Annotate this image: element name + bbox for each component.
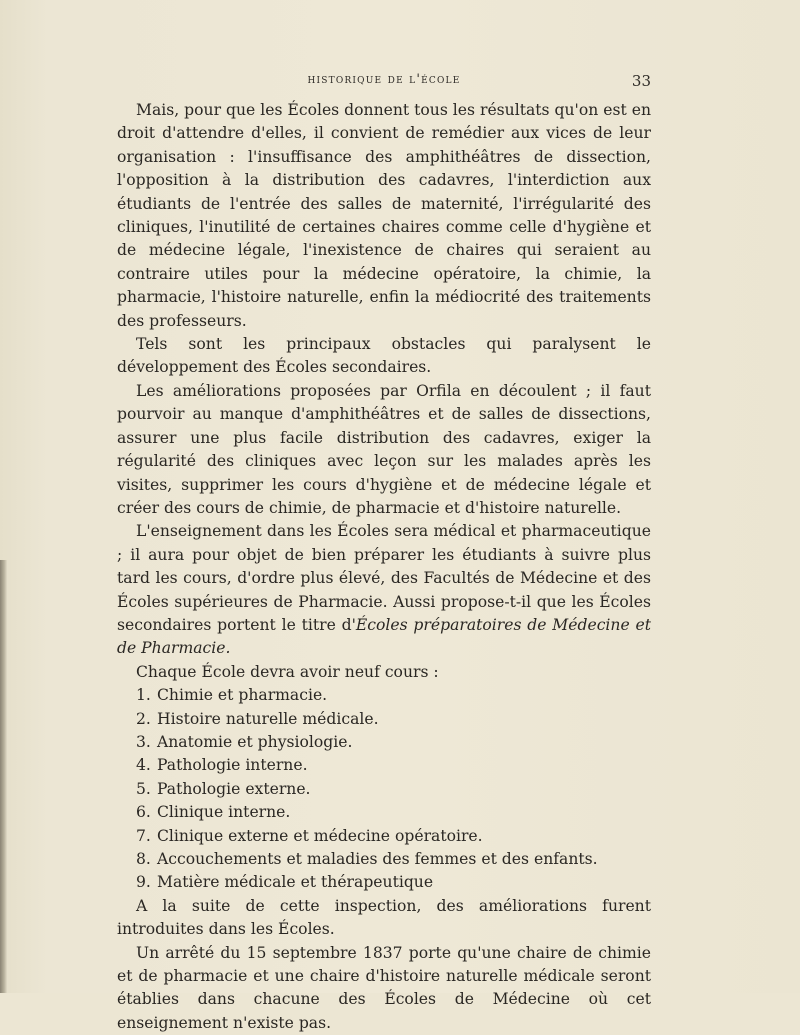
list-item bbox=[117, 848, 651, 871]
page-number: 33 bbox=[631, 72, 651, 90]
running-title: historique de l'école bbox=[307, 72, 461, 87]
list-item-label: Anatomie et physiologie. bbox=[157, 732, 353, 751]
list-item-number: 4. bbox=[136, 756, 151, 775]
paragraph-7: Un arrêté du 15 septembre 1837 porte qu'une chaire de chimie et de pharmacie et une chaire d'histoire naturelle médicale seront établies dans chacune des Écoles de Médecine où cet enseignement n'existe pas. bbox=[117, 943, 651, 1032]
binding-shadow bbox=[0, 560, 7, 993]
list-item-label: Chimie et pharmacie. bbox=[157, 686, 328, 705]
list-item-number: 9. bbox=[136, 873, 151, 892]
list-item-label: Histoire naturelle médicale. bbox=[157, 709, 379, 728]
list-item-number: 2. bbox=[136, 709, 151, 728]
list-item-number: 8. bbox=[136, 850, 151, 868]
list-item bbox=[117, 801, 651, 824]
list-item-number: 1. bbox=[136, 686, 151, 705]
list-item bbox=[117, 684, 651, 707]
list-item bbox=[117, 778, 651, 801]
list-item bbox=[117, 731, 651, 754]
course-list bbox=[117, 684, 651, 895]
list-item-label: Clinique interne. bbox=[157, 803, 291, 822]
list-item bbox=[117, 754, 651, 777]
paragraph-4 bbox=[117, 520, 651, 660]
paragraph-1: Mais, pour que les Écoles donnent tous les résultats qu'on est en droit d'attendre d'elles, il convient de remédier aux vices de leur organisation : l'insuffisance des amphithéâtres de dissection, l'opposition à la distribution des cadavres, l'interdiction aux étudiants de l'entrée des salles de maternité, l'irrégularité des cliniques, l'inutilité de certaines chaires comme celle d'hygiène et de médecine légale, l'inexistence de chaires qui seraient au contraire utiles pour la médecine opératoire, la chimie, la pharmacie, l'histoire naturelle, enfin la médiocrité des traitements des professeurs. bbox=[117, 101, 651, 330]
paragraph-6: A la suite de cette inspection, des améliorations furent introduites dans les Écoles. bbox=[117, 896, 651, 939]
list-item-number: 3. bbox=[136, 732, 151, 751]
list-item-number: 6. bbox=[136, 803, 151, 822]
paragraph-2: Tels sont les principaux obstacles qui paralysent le développement des Écoles secondaires. bbox=[117, 335, 651, 377]
list-item bbox=[117, 871, 651, 894]
list-item-label: Clinique externe et médecine opératoire. bbox=[157, 826, 483, 845]
list-item-label: Pathologie interne. bbox=[157, 756, 308, 775]
list-item-label: Pathologie externe. bbox=[157, 779, 311, 798]
list-item bbox=[117, 708, 651, 731]
text-block bbox=[117, 99, 651, 1035]
list-item bbox=[117, 825, 651, 848]
list-item-number: 5. bbox=[136, 779, 151, 798]
list-item-number: 7. bbox=[136, 826, 151, 845]
running-head bbox=[117, 72, 651, 94]
list-item-label: Matière médicale et thérapeutique bbox=[157, 873, 434, 892]
school-title-italic: Écoles préparatoires de Médecine et de Pharmacie. bbox=[117, 615, 651, 658]
paragraph-4-text: L'enseignement dans les Écoles sera médical et pharmaceutique ; il aura pour objet de bien préparer les étudiants à suivre plus tard les cours, d'ordre plus élevé, des Facultés de Médecine et des Écoles supérieures de Pharmacie. Aussi propose-t-il que les Écoles secondaires portent le titre d' bbox=[117, 522, 651, 634]
list-item-label: Accouchements et maladies des femmes et des enfants. bbox=[157, 850, 598, 868]
paragraph-5: Chaque École devra avoir neuf cours : bbox=[136, 662, 439, 681]
paragraph-3: Les améliorations proposées par Orfila en découlent ; il faut pourvoir au manque d'amphithéâtres et de salles de dissections, assurer une plus facile distribution des cadavres, exiger la régularité des cliniques avec leçon sur les malades après les visites, supprimer les cours d'hygiène et de médecine légale et créer des cours de chimie, de pharmacie et d'histoire naturelle. bbox=[117, 381, 651, 517]
